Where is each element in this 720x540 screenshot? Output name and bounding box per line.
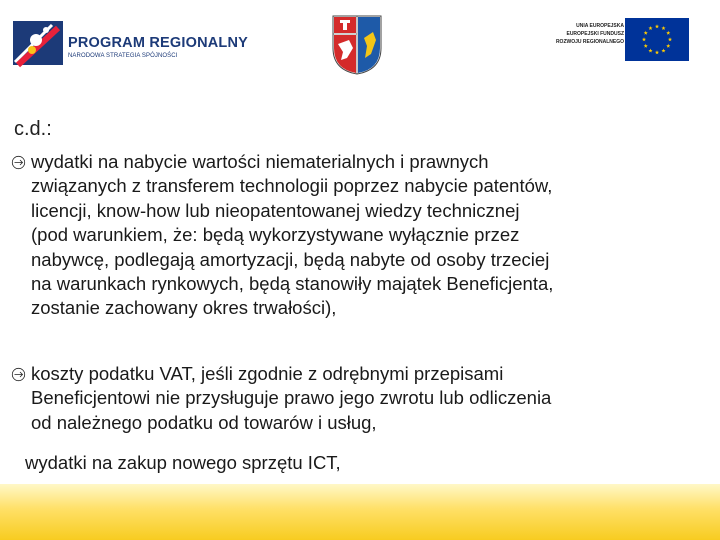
text-line: związanych z transferem technologii poprzez nabycie patentów, xyxy=(31,175,553,197)
bullet-item-intangible-assets xyxy=(31,150,720,321)
text-line: wydatki na nabycie wartości niematerialnych i prawnych xyxy=(31,151,489,172)
eu-text-line: EUROPEJSKI FUNDUSZ xyxy=(566,31,624,37)
eu-text-line: ROZWOJU REGIONALNEGO xyxy=(555,39,624,45)
text-line: koszty podatku VAT, jeśli zgodnie z odrębnymi przepisami xyxy=(31,363,504,384)
text-line: na warunkach rynkowych, będą stanowiły majątek Beneficjenta, xyxy=(31,273,554,295)
program-subtitle: NARODOWA STRATEGIA SPÓJNOŚCI xyxy=(68,53,178,59)
text-line: licencji, know-how lub nieopatentowanej wiedzy technicznej xyxy=(31,199,520,221)
item-ict-equipment: wydatki na zakup nowego sprzętu ICT, xyxy=(25,452,341,473)
bullet-item-vat xyxy=(31,362,720,435)
footer-gradient-bar xyxy=(0,484,720,540)
text-line: od należnego podatku od towarów i usług, xyxy=(31,411,377,433)
continuation-heading: c.d.: xyxy=(14,118,52,140)
program-title: PROGRAM REGIONALNY xyxy=(68,35,249,51)
text-line: Beneficjentowi nie przysługuje prawo jego zwrotu lub odliczenia xyxy=(31,387,552,409)
eu-text-line: UNIA EUROPEJSKA xyxy=(576,23,624,29)
bullet-icon xyxy=(11,367,26,382)
text-line: nabywcę, podlegają amortyzacji, będą nabyte od osoby trzeciej xyxy=(31,248,550,270)
text-line: (pod warunkiem, że: będą wykorzystywane wyłącznie przez xyxy=(31,224,520,246)
bullet-icon xyxy=(11,155,26,170)
text-line: zostanie zachowany okres trwałości), xyxy=(31,297,337,319)
